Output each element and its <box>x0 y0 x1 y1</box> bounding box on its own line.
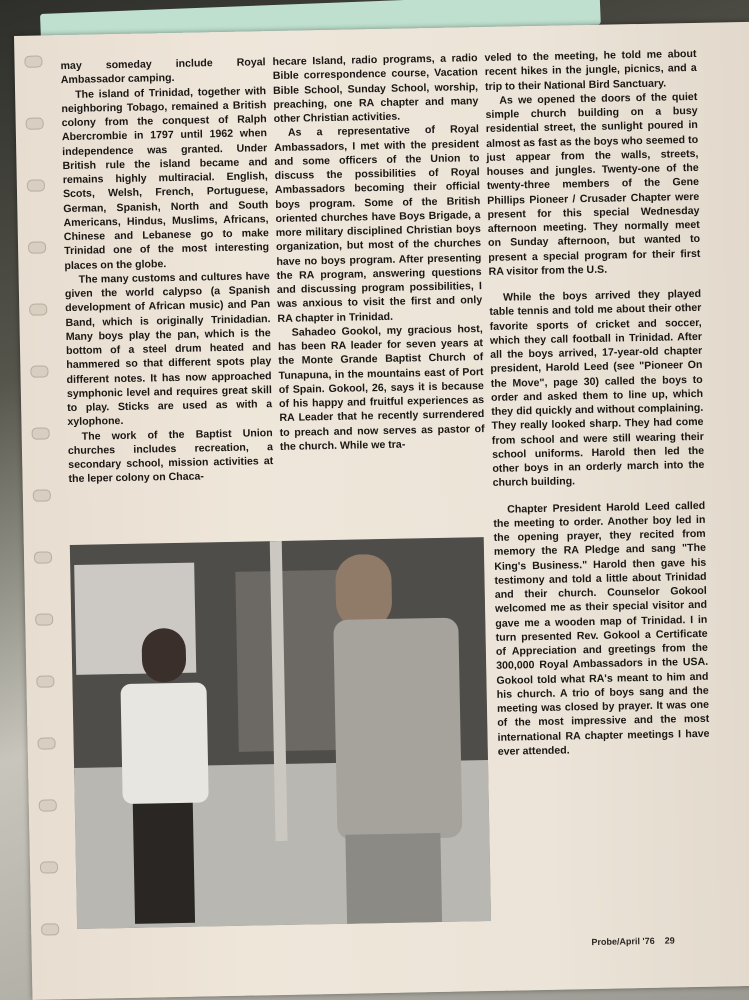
paragraph: As we opened the doors of the quiet simple church building on a busy residential street, the sunlight poured in almost as fast as the boys who seemed to just appear from the walls, streets, houses and jungles. Twenty-one of the twenty-three members of the Gene Phillips Pioneer / Crusader Chapter were present for this special Wednesday afternoon meeting. They normally meet on Sunday afternoon, but wanted to present a special program for their first RA visitor from the U.S. <box>485 90 701 278</box>
photo-boy-legs <box>133 803 195 924</box>
binder-hole <box>41 923 59 935</box>
binder-hole <box>37 737 55 749</box>
article-column-3 <box>484 47 710 759</box>
binder-hole <box>26 117 44 129</box>
binder-hole <box>28 241 46 253</box>
paragraph: As a representative of Royal Ambassadors, I met with the president and some officers of the Union to discuss the possibilities of Royal Ambassadors becoming their official boys program. Some of the British oriented churches have Boys Brigade, a more military disciplined Christian boys organization, but most of the churches have no boys program. After presenting the RA program, answering questions and discussing program possibilities, I was anxious to visit the first and only RA chapter in Trinidad. <box>274 123 483 325</box>
paragraph: Chapter President Harold Leed called the meeting to order. Another boy led in the opening prayer, they recited from memory the RA Pledge and sang "The King's Business." Harold then gave his testimony and told a little about Trinidad and their church. Counselor Gokool welcomed me as their special visitor and gave me a wooden map of Trinidad. I in turn presented Rev. Gokool a Certificate of Appreciation and greetings from the 300,000 Royal Ambassadors in the USA. Gokool told what RA's meant to him and his church. A trio of boys sang and the meeting was closed by prayer. It was one of the most impressive and the most international RA chapter meetings I have ever attended. <box>493 499 710 758</box>
binder-hole <box>33 489 51 501</box>
folio-source: Probe/April '76 <box>591 935 655 948</box>
photo-man-body <box>333 618 462 840</box>
binder-hole <box>29 303 47 315</box>
photo-man-head <box>335 554 392 629</box>
paragraph: The many customs and cultures have given the world calypso (a Spanish development of African music) and Pan Band, which is originally Trinidadian. Many boys play the pan, which is the bottom of a steel drum heated and hammered so that different spots play different notes. It has now approached symphonic level and requires great skill to play. Sticks are used as with a xylophone. <box>64 269 273 429</box>
binder-hole <box>32 427 50 439</box>
paragraph: The island of Trinidad, together with neighboring Tobago, remained a British colony from the conquest of Ralph Abercrombie in 1797 until 1962 when independence was granted. Under British rule the island became and remains highly multiracial. English, Scots, Welsh, French, Portuguese, German, Spanish, North and South Americans, Hindus, Muslims, Africans, Chinese and Lebanese go to make Trinidad one of the most interesting places on the globe. <box>61 84 270 272</box>
page-number: 29 <box>664 935 675 946</box>
paragraph: Sahadeo Gookol, my gracious host, has been RA leader for seven years at the Monte Grande Baptist Church of Tunapuna, in the mountains east of Port of Spain. Gokool, 26, says it is because of his happy and fruitful experiences as RA Leader that he recently surrendered to preach and now serves as pastor of the church. While we tra- <box>277 322 485 453</box>
article-column-2 <box>272 51 485 454</box>
binder-hole <box>36 675 54 687</box>
binder-hole <box>35 613 53 625</box>
paragraph: While the boys arrived they played table tennis and told me about their other favorite sports of cricket and soccer, which they call football in Trinidad. After all the boys arrived, 17-year-old chapter president, Harold Leed (see "Pioneer On the Move", page 30) called the boys to order and asked them to line up, which they did quickly and without complaining. They really looked sharp. They had come from school and were still wearing their school uniforms. Harold then led the other boys in an orderly march into the church building. <box>489 287 705 490</box>
photo-boy-body <box>120 682 208 804</box>
binder-hole <box>34 551 52 563</box>
paragraph: hecare Island, radio programs, a radio Bible correspondence course, Vacation Bible School, Sunday School, worship, preaching, one RA chapter and many other Christian activities. <box>272 52 479 126</box>
photo-man-legs <box>345 833 442 925</box>
binder-hole <box>30 365 48 377</box>
article-photo <box>70 537 491 929</box>
photo-boy-head <box>141 628 186 683</box>
binder-hole <box>24 55 42 67</box>
binder-hole <box>39 799 57 811</box>
page-folio <box>591 935 674 947</box>
paragraph: The work of the Baptist Union churches includes recreation, a secondary school, mission activities at the leper colony on Chaca- <box>67 426 274 486</box>
article-column-1 <box>60 55 273 486</box>
binder-hole <box>40 861 58 873</box>
paragraph: may someday include Royal Ambassador camping. <box>60 56 266 87</box>
binder-holes <box>24 55 60 985</box>
paragraph: veled to the meeting, he told me about recent hikes in the jungle, picnics, and a trip to their National Bird Sanctuary. <box>484 47 697 93</box>
binder-hole <box>27 179 45 191</box>
magazine-page <box>14 22 749 1000</box>
